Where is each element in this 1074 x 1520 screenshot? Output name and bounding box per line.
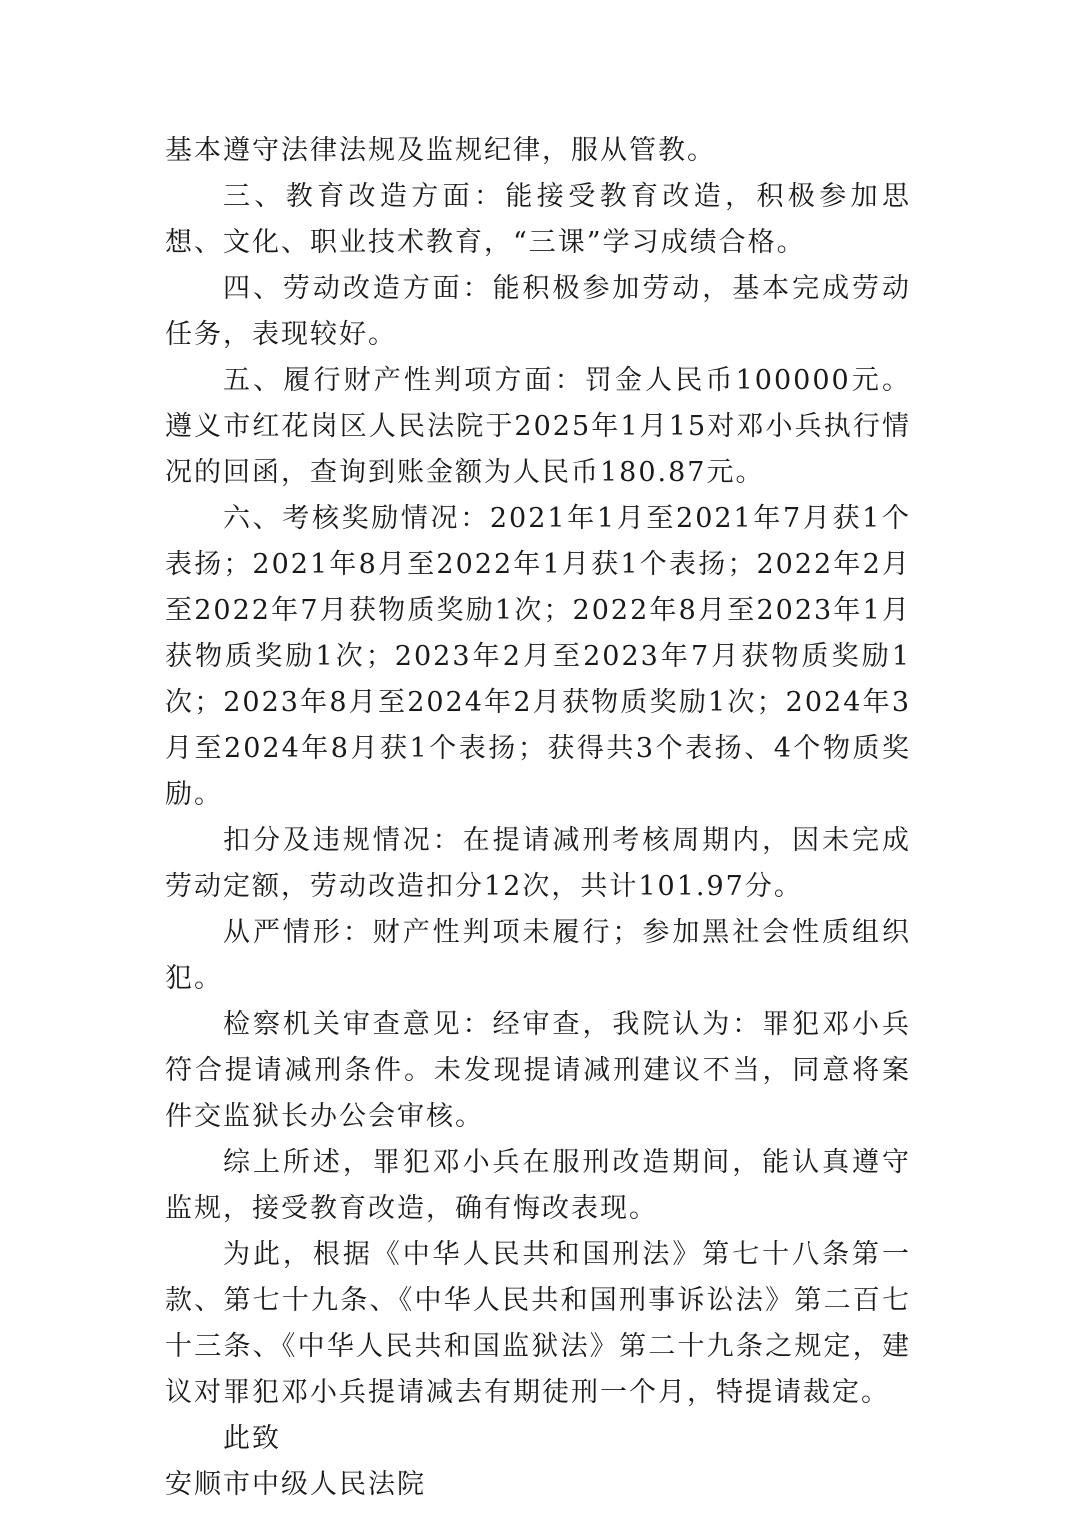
paragraph-rewards: 六、考核奖励情况：2021年1月至2021年7月获1个表扬；2021年8月至2022年1月获1个表扬；2022年2月至2022年7月获物质奖励1次；2022年8月至2023年1月获物质奖励1次；2023年2月至2023年7月获物质奖励1次；2023年8月至2024年2月获物质奖励1次；2024年3月至2024年8月获1个表扬；获得共3个表扬、4个物质奖励。 [165, 503, 911, 810]
paragraph-discipline: 基本遵守法律法规及监规纪律，服从管教。 [165, 135, 716, 166]
paragraph-strict-circumstances: 从严情形：财产性判项未履行；参加黑社会性质组织犯。 [165, 917, 911, 994]
paragraph-legal-basis: 为此，根据《中华人民共和国刑法》第七十八条第一款、第七十九条、《中华人民共和国刑事诉讼法》第二百七十三条、《中华人民共和国监狱法》第二十九条之规定，建议对罪犯邓小兵提请减去有期徒刑一个月，特提请裁定。 [165, 1239, 911, 1408]
closing-salutation: 此致 [223, 1423, 281, 1454]
paragraph-education: 三、教育改造方面：能接受教育改造，积极参加思想、文化、职业技术教育，“三课”学习成绩合格。 [165, 181, 911, 258]
paragraph-labor: 四、劳动改造方面：能积极参加劳动，基本完成劳动任务，表现较好。 [165, 273, 911, 350]
paragraph-property: 五、履行财产性判项方面：罚金人民币100000元。遵义市红花岗区人民法院于2025年1月15对邓小兵执行情况的回函，查询到账金额为人民币180.87元。 [165, 365, 911, 488]
paragraph-deductions: 扣分及违规情况：在提请减刑考核周期内，因未完成劳动定额，劳动改造扣分12次，共计101.97分。 [165, 825, 911, 902]
document-page [165, 128, 911, 1508]
paragraph-summary: 综上所述，罪犯邓小兵在服刑改造期间，能认真遵守监规，接受教育改造，确有悔改表现。 [165, 1147, 911, 1224]
recipient-court: 安顺市中级人民法院 [165, 1469, 426, 1500]
paragraph-procuratorate-opinion: 检察机关审查意见：经审查，我院认为：罪犯邓小兵符合提请减刑条件。未发现提请减刑建议不当，同意将案件交监狱长办公会审核。 [165, 1009, 911, 1132]
